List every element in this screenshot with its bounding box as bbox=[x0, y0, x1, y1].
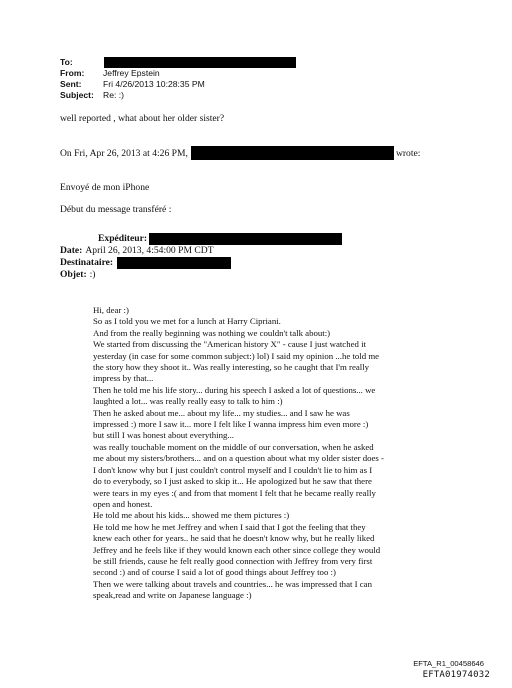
forwarded-header bbox=[60, 233, 342, 281]
footer-doc-id: EFTA01974032 bbox=[422, 670, 490, 680]
message-line: impress by that... bbox=[93, 373, 154, 384]
subject-label: Subject: bbox=[60, 89, 94, 100]
redaction-bar bbox=[117, 257, 231, 269]
message-line: the story how they shoot it.. Was really interesting, so he caught that I'm really bbox=[93, 362, 370, 373]
message-line: Jeffrey and he feels like if they would known each other since college they would bbox=[93, 544, 381, 555]
recipient-label: Destinataire: bbox=[60, 256, 114, 268]
date-label: Date: bbox=[60, 245, 83, 256]
from-value: Jeffrey Epstein bbox=[103, 68, 160, 78]
message-line: Then he told me his life story... during his speech I asked a lot of questions... we bbox=[93, 384, 376, 395]
date-value: April 26, 2013, 4:54:00 PM CDT bbox=[85, 245, 214, 256]
message-line: So as I told you we met for a lunch at Harry Cipriani. bbox=[93, 316, 281, 327]
message-line: Hi, dear :) bbox=[93, 305, 129, 315]
object-row bbox=[60, 269, 342, 281]
message-body bbox=[93, 305, 433, 602]
redaction-bar bbox=[149, 233, 342, 245]
redaction-bar bbox=[104, 57, 296, 68]
message-line: second :) and of course I said a lot of good things about Jeffrey too :) bbox=[93, 567, 336, 578]
message-line: laughted a lot... was really really easy to talk to him :) bbox=[93, 396, 283, 407]
message-line: knew each other for years.. he said that he doesn't know why, but he really liked bbox=[93, 533, 375, 544]
redaction-bar bbox=[191, 146, 394, 160]
message-line: yesterday (in case for some common subject:) lol) I said my opinion ...he told me bbox=[93, 350, 380, 361]
reply-text: well reported , what about her older sister? bbox=[60, 113, 225, 124]
subject-row bbox=[60, 90, 296, 101]
message-line: I don't know why but I just couldn't control myself and I couldn't lie to him as I bbox=[93, 464, 373, 475]
footer-reference: EFTA_R1_00458646 bbox=[413, 659, 484, 668]
object-label: Objet: bbox=[60, 268, 87, 280]
message-line: do to everybody, so I just asked to skip it... He apologized but he saw that there bbox=[93, 476, 372, 487]
message-line: He told me how he met Jeffrey and when I said that I got the feeling that they bbox=[93, 521, 366, 532]
sender-row bbox=[60, 233, 342, 245]
email-header bbox=[60, 57, 296, 100]
message-line: Then he asked about me... about my life... my studies... and I saw he was bbox=[93, 407, 350, 418]
quote-intro-suffix: wrote: bbox=[395, 147, 421, 159]
message-line: were tears in my eyes :( and from that moment I felt that he became really really bbox=[93, 487, 376, 498]
message-line: open and honest. bbox=[93, 498, 153, 509]
from-row bbox=[60, 68, 296, 79]
message-line: We started from discussing the "American history X" - cause I just watched it bbox=[93, 339, 366, 350]
subject-value: Re: :) bbox=[103, 89, 125, 100]
date-row bbox=[60, 245, 342, 257]
to-label: To: bbox=[60, 57, 73, 67]
message-line: me about my sisters/brothers... and on a question about what my older sister does - bbox=[93, 453, 384, 464]
message-line: speak,read and write on Japanese language :) bbox=[93, 590, 252, 601]
to-row bbox=[60, 57, 296, 68]
message-line: be still friends, cause he felt really good connection with Jeffrey from very first bbox=[93, 555, 373, 566]
message-line: And from the really beginning was nothing we couldn't talk about:) bbox=[93, 327, 331, 338]
message-line: was really touchable moment on the middle of our conversation, when he asked bbox=[93, 441, 374, 452]
signature-line: Envoyé de mon iPhone bbox=[60, 182, 150, 193]
object-value: :) bbox=[89, 268, 96, 280]
message-line: Then we were talking about travels and countries... he was impressed that I can bbox=[93, 578, 372, 589]
sent-label: Sent: bbox=[60, 78, 82, 89]
sent-row bbox=[60, 79, 296, 90]
sent-value: Fri 4/26/2013 10:28:35 PM bbox=[103, 78, 205, 89]
sender-label: Expéditeur: bbox=[98, 233, 148, 245]
quote-intro bbox=[60, 146, 420, 160]
forward-notice: Début du message transféré : bbox=[60, 204, 172, 215]
message-line: impressed :) more I saw it... more I felt like I wanna impress him even more :) bbox=[93, 419, 369, 430]
message-line: but still I was honest about everything... bbox=[93, 430, 234, 441]
from-label: From: bbox=[60, 68, 85, 78]
recipient-row bbox=[60, 257, 342, 269]
message-line: He told me about his kids... showed me them pictures :) bbox=[93, 510, 290, 521]
quote-intro-prefix: On Fri, Apr 26, 2013 at 4:26 PM, bbox=[60, 147, 188, 159]
